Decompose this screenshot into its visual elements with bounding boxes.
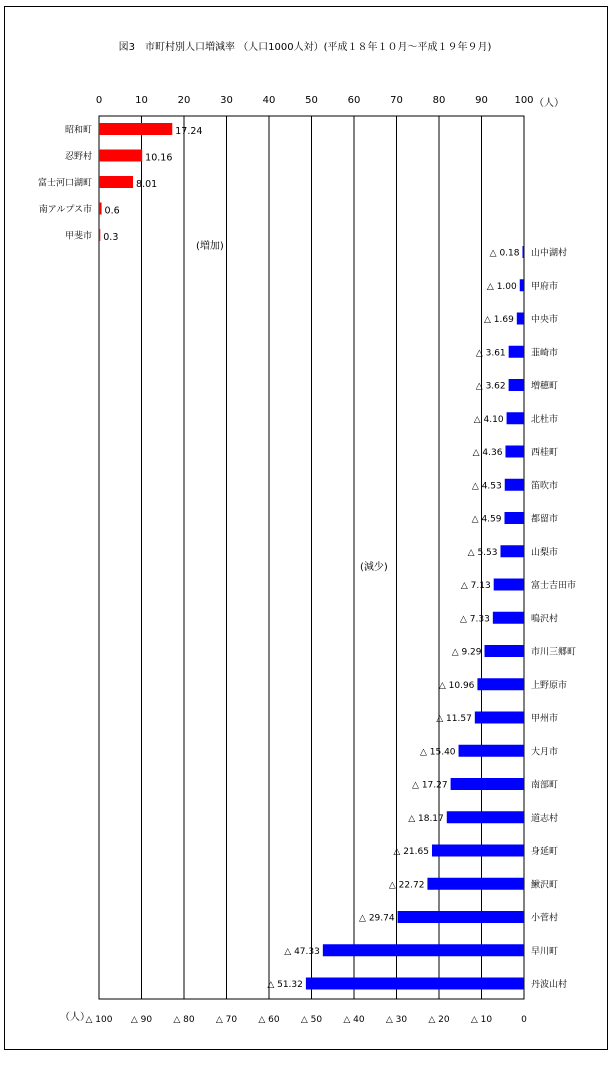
decrease-bars — [267, 246, 576, 990]
decrease-category-label: 南部町 — [531, 780, 559, 791]
decrease-category-label: 笛吹市 — [531, 481, 559, 492]
top-tick-label: 50 — [305, 95, 318, 106]
decrease-category-label: 都留市 — [531, 514, 559, 525]
decrease-bar — [459, 745, 524, 757]
bottom-tick-label: △ 20 — [428, 1015, 450, 1025]
bottom-tick-label: △ 80 — [173, 1015, 195, 1025]
decrease-bar — [398, 911, 524, 923]
decrease-category-label: 韮崎市 — [531, 348, 559, 359]
decrease-value-label: △ 4.10 — [473, 414, 504, 425]
increase-bar — [99, 176, 133, 188]
decrease-value-label: △ 18.17 — [408, 813, 444, 824]
decrease-category-label: 鰍沢町 — [531, 880, 559, 891]
bottom-tick-label: △ 100 — [85, 1015, 113, 1025]
increase-category-label: 甲斐市 — [64, 231, 92, 242]
decrease-value-label: △ 51.32 — [267, 980, 303, 990]
bottom-tick-label: 0 — [521, 1015, 527, 1025]
decrease-value-label: △ 15.40 — [419, 747, 456, 758]
decrease-value-label: △ 3.61 — [475, 348, 506, 359]
decrease-category-label: 甲州市 — [531, 714, 559, 724]
decrease-bar — [451, 778, 524, 790]
decrease-bar — [507, 412, 524, 424]
decrease-value-label: △ 4.59 — [471, 514, 502, 525]
decrease-category-label: 甲府市 — [531, 281, 559, 292]
decrease-value-label: △ 47.33 — [284, 946, 320, 957]
top-tick-label: 60 — [347, 95, 361, 106]
decrease-bar — [523, 246, 525, 258]
top-tick-label: 70 — [390, 95, 403, 106]
decrease-bar — [447, 811, 524, 823]
decrease-bar — [505, 479, 524, 491]
decrease-bar — [485, 645, 524, 657]
decrease-value-label: △ 1.69 — [483, 315, 514, 325]
decrease-bar — [517, 313, 524, 325]
decrease-value-label: △ 7.33 — [460, 614, 490, 625]
decrease-value-label: △ 4.36 — [472, 448, 503, 458]
increase-value-label: 0.6 — [104, 205, 120, 217]
decrease-category-label: 上野原市 — [531, 680, 568, 691]
top-axis — [96, 95, 534, 106]
bottom-axis — [86, 1015, 528, 1025]
increase-bar — [99, 150, 142, 162]
bottom-tick-label: △ 40 — [343, 1015, 365, 1025]
decrease-value-label: △ 29.74 — [359, 913, 395, 924]
decrease-bar — [432, 845, 524, 857]
increase-bars — [38, 123, 202, 243]
decrease-bar — [493, 612, 524, 624]
increase-category-label: 忍野村 — [64, 152, 92, 162]
top-tick-label: 10 — [135, 95, 148, 106]
decrease-value-label: △ 3.62 — [475, 381, 506, 392]
decrease-category-label: 富士吉田市 — [531, 581, 577, 591]
decrease-category-label: 西桂町 — [531, 448, 559, 458]
decrease-category-label: 身延町 — [531, 847, 559, 857]
increase-value-label: 10.16 — [145, 152, 173, 164]
bottom-tick-label: △ 50 — [300, 1015, 323, 1025]
decrease-value-label: △ 5.53 — [467, 547, 498, 558]
decrease-category-label: 市川三郷町 — [531, 647, 577, 658]
bottom-tick-label: △ 70 — [215, 1015, 238, 1025]
top-axis-unit: （人） — [534, 98, 564, 109]
bottom-tick-label: △ 10 — [470, 1015, 493, 1025]
decrease-category-label: 大月市 — [531, 747, 559, 758]
decrease-bar — [323, 944, 524, 956]
decrease-category-label: 山中湖村 — [531, 248, 568, 259]
decrease-value-label: △ 0.18 — [489, 248, 520, 259]
decrease-value-label: △ 10.96 — [438, 680, 475, 691]
increase-category-label: 富士河口湖町 — [37, 178, 92, 189]
decrease-category-label: 小菅村 — [531, 913, 559, 924]
decrease-category-label: 早川町 — [531, 946, 559, 957]
decrease-value-label: △ 9.29 — [451, 647, 482, 658]
decrease-bar — [500, 545, 524, 557]
bottom-tick-label: △ 60 — [258, 1015, 280, 1025]
increase-value-label: 8.01 — [136, 179, 158, 190]
decrease-category-label: 丹波山村 — [531, 980, 568, 990]
decrease-value-label: △ 7.13 — [460, 581, 491, 591]
bottom-tick-label: △ 90 — [130, 1015, 153, 1025]
bottom-axis-unit: （人） — [60, 1012, 90, 1023]
decrease-series-label: (減少) — [360, 562, 388, 573]
decrease-value-label: △ 21.65 — [393, 847, 429, 857]
top-tick-label: 100 — [514, 95, 534, 106]
top-tick-label: 0 — [95, 95, 103, 106]
increase-bar — [99, 123, 172, 135]
decrease-category-label: 道志村 — [531, 813, 559, 824]
increase-bar — [99, 229, 100, 241]
increase-value-label: 17.24 — [175, 126, 203, 137]
decrease-value-label: △ 17.27 — [412, 780, 448, 791]
increase-category-label: 昭和町 — [64, 125, 92, 136]
decrease-category-label: 北杜市 — [531, 414, 559, 425]
decrease-value-label: △ 4.53 — [471, 481, 502, 492]
decrease-bar — [509, 379, 524, 391]
decrease-category-label: 山梨市 — [531, 547, 559, 558]
decrease-bar — [509, 346, 524, 358]
chart-title: 図3 市町村別人口増減率 （人口1000人対）(平成１８年１０月～平成１９年９月) — [118, 42, 492, 53]
decrease-category-label: 中央市 — [531, 315, 559, 325]
decrease-bar — [505, 446, 524, 458]
decrease-category-label: 増穂町 — [531, 381, 559, 392]
increase-bar — [99, 203, 102, 215]
decrease-category-label: 鳴沢村 — [531, 614, 559, 625]
increase-category-label: 南アルプス市 — [38, 205, 92, 215]
increase-value-label: 0.3 — [103, 232, 119, 243]
top-tick-label: 30 — [220, 95, 233, 106]
top-tick-label: 20 — [177, 95, 191, 106]
increase-series-label: (増加) — [196, 241, 224, 252]
decrease-value-label: △ 22.72 — [388, 880, 425, 891]
decrease-bar — [520, 279, 524, 291]
decrease-bar — [427, 878, 524, 890]
top-tick-label: 90 — [475, 95, 488, 106]
decrease-value-label: △ 11.57 — [436, 714, 472, 724]
decrease-bar — [504, 512, 524, 524]
decrease-bar — [477, 678, 524, 690]
top-tick-label: 40 — [262, 95, 276, 106]
top-tick-label: 80 — [432, 95, 446, 106]
decrease-bar — [475, 712, 524, 724]
grid-lines — [142, 116, 482, 999]
bottom-tick-label: △ 30 — [385, 1015, 408, 1025]
decrease-value-label: △ 1.00 — [486, 281, 517, 292]
decrease-bar — [306, 978, 524, 990]
decrease-bar — [494, 579, 524, 591]
